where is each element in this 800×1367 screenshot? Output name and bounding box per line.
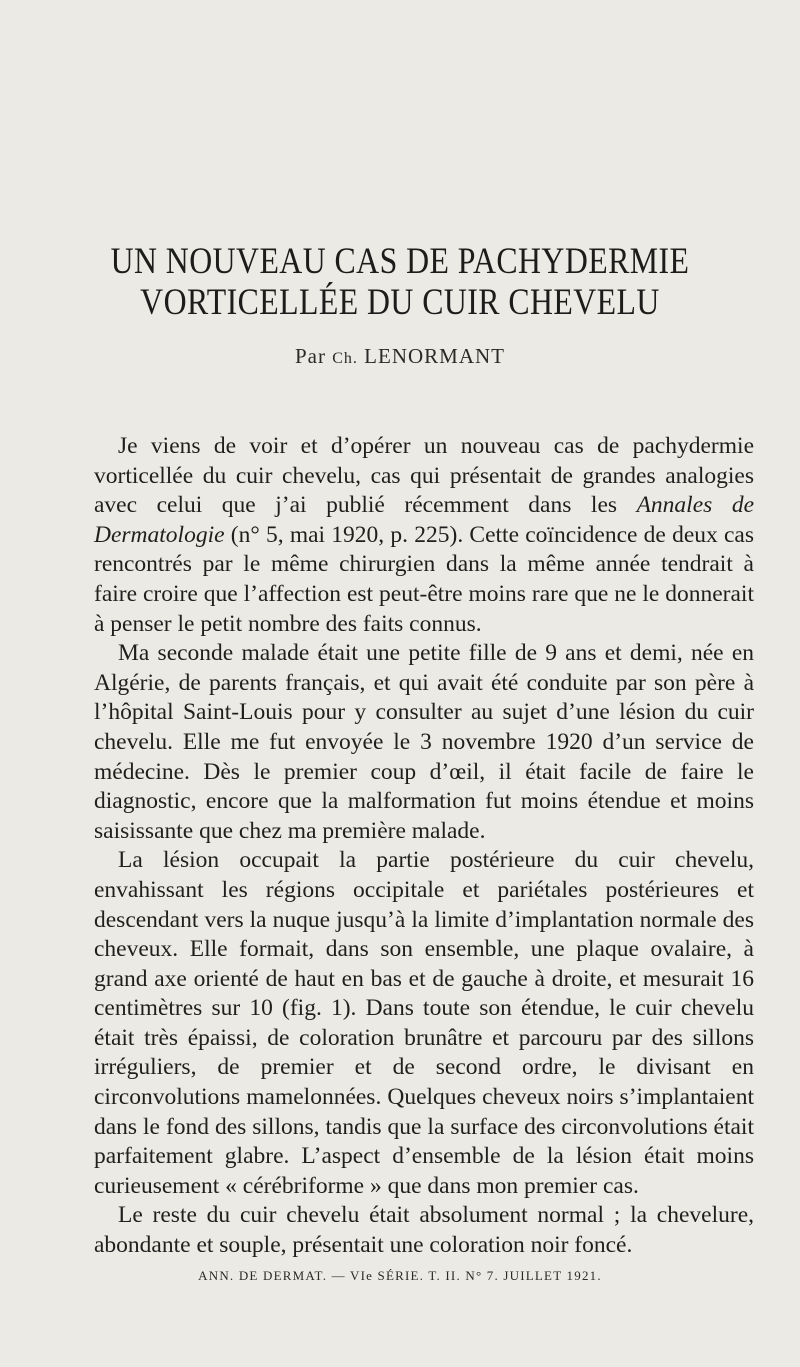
paragraph-2: Ma seconde malade était une petite fille de 9 ans et demi, née en Algérie, de parents français, et qui avait été conduite par son père à l’hôpital Saint-Louis pour y consulter au sujet d’une lésion du cuir chevelu. Elle me fut envoyée le 3 novembre 1920 d’un service de médecine. Dès le premier coup d’œil, il était facile de faire le diagnostic, encore que la malformation fut moins étendue et moins saisissante que chez ma première malade.	[94, 640, 754, 844]
page-footer-citation: ANN. DE DERMAT. — VIe SÉRIE. T. II. N° 7. JUILLET 1921.	[198, 1268, 602, 1283]
journal-title: Annales de Dermatologie	[94, 492, 755, 548]
paragraph-1	[94, 432, 754, 639]
author-prefix: Par	[295, 344, 333, 368]
article-body	[94, 432, 754, 1261]
paragraph-3: La lésion occupait la partie postérieure du cuir chevelu, envahissant les régions occipitale et pariétales postérieures et descendant vers la nuque jusqu’à la limite d’implantation normale des cheveux. Elle formait, dans son ensemble, une plaque ovalaire, à grand axe orienté de haut en bas et de gauche à droite, et mesurait 16 centimètres sur 10 (fig. 1). Dans toute son étendue, le cuir chevelu était très épaissi, de coloration brunâtre et parcouru par des sillons irréguliers, de premier et de second ordre, le divisant en circonvolutions mamelonnées. Quelques cheveux noirs s’implantaient dans le fond des sillons, tandis que la surface des circonvolutions était parfaitement glabre. L’aspect d’ensemble de la lésion était moins curieusement « cérébriforme » que dans mon premier cas.	[94, 847, 754, 1199]
paragraph-1-text-a: Je viens de voir et d’opérer un nouveau cas de pachydermie vorticellée du cuir chevelu, cas qui présentait de grandes analogies avec celui que j’ai publié récemment dans les	[94, 433, 754, 519]
paragraph-4: Le reste du cuir chevelu était absolument normal ; la chevelure, abondante et souple, présentait une coloration noir foncé.	[94, 1202, 754, 1259]
article-title-line-1: UN NOUVEAU CAS DE PACHYDERMIE	[110, 241, 690, 282]
article-title-line-2: VORTICELLÉE DU CUIR CHEVELU	[140, 282, 660, 323]
author-name: LENORMANT	[357, 344, 505, 368]
paragraph-1-text-b: (n° 5, mai 1920, p. 225). Cette coïncidence de deux cas rencontrés par le même chirurgien dans la même année tendrait à faire croire que l’affection est peut-être moins rare que ne le donnerait à penser le petit nombre des faits connus.	[94, 521, 754, 637]
author-byline	[0, 344, 800, 369]
author-initial: Ch.	[332, 350, 358, 367]
